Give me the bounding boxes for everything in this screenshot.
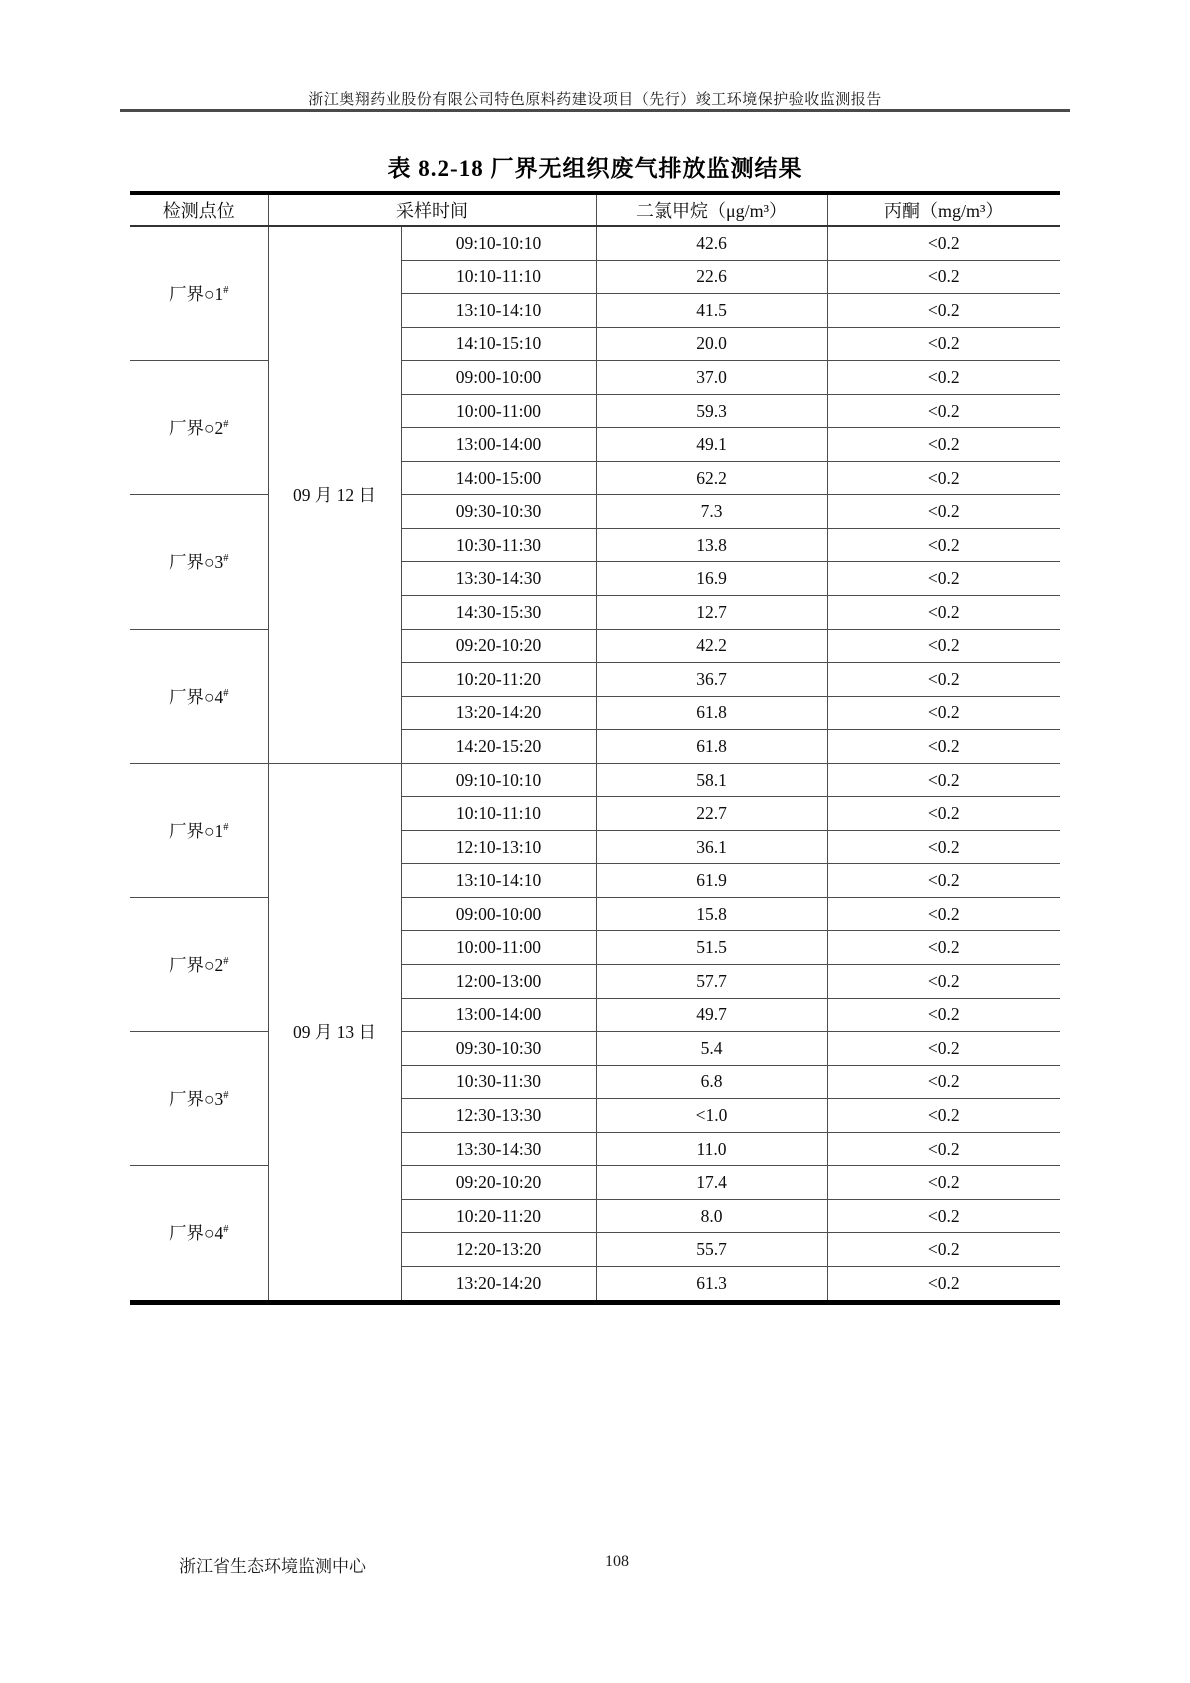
dcm-value-cell: 20.0 xyxy=(596,327,827,361)
monitoring-point-cell xyxy=(130,495,268,629)
acetone-value-cell: <0.2 xyxy=(827,1166,1060,1200)
monitoring-point-cell xyxy=(130,1032,268,1166)
dcm-value-cell: 58.1 xyxy=(596,763,827,797)
monitoring-point-superscript: # xyxy=(223,419,229,431)
sample-time-cell: 10:20-11:20 xyxy=(401,663,596,697)
dcm-value-cell: 49.1 xyxy=(596,428,827,462)
sample-time-cell: 13:00-14:00 xyxy=(401,428,596,462)
monitoring-point-superscript: # xyxy=(223,1090,229,1102)
monitoring-results-table xyxy=(130,191,1060,1305)
acetone-value-cell: <0.2 xyxy=(827,965,1060,999)
dcm-value-cell: 8.0 xyxy=(596,1199,827,1233)
monitoring-point-label: 厂界○2 xyxy=(168,418,224,439)
dcm-value-cell: 22.6 xyxy=(596,260,827,294)
acetone-value-cell: <0.2 xyxy=(827,394,1060,428)
monitoring-point-label: 厂界○3 xyxy=(168,1089,224,1110)
acetone-value-cell: <0.2 xyxy=(827,1199,1060,1233)
sampling-date-cell: 09 月 12 日 xyxy=(268,226,401,763)
sample-time-cell: 13:00-14:00 xyxy=(401,998,596,1032)
monitoring-point-label: 厂界○1 xyxy=(168,820,224,841)
monitoring-point-label: 厂界○4 xyxy=(168,1223,224,1244)
sample-time-cell: 13:10-14:10 xyxy=(401,864,596,898)
monitoring-point-label: 厂界○1 xyxy=(168,284,224,305)
header-acetone: 丙酮（mg/m³） xyxy=(827,193,1060,226)
acetone-value-cell: <0.2 xyxy=(827,730,1060,764)
monitoring-point-superscript: # xyxy=(223,687,229,699)
dcm-value-cell: <1.0 xyxy=(596,1099,827,1133)
sample-time-cell: 13:20-14:20 xyxy=(401,1266,596,1302)
dcm-value-cell: 37.0 xyxy=(596,361,827,395)
dcm-value-cell: 36.1 xyxy=(596,830,827,864)
sample-time-cell: 14:00-15:00 xyxy=(401,461,596,495)
monitoring-point-superscript: # xyxy=(223,285,229,297)
acetone-value-cell: <0.2 xyxy=(827,1266,1060,1302)
acetone-value-cell: <0.2 xyxy=(827,461,1060,495)
sample-time-cell: 09:30-10:30 xyxy=(401,495,596,529)
sample-time-cell: 13:20-14:20 xyxy=(401,696,596,730)
acetone-value-cell: <0.2 xyxy=(827,562,1060,596)
dcm-value-cell: 15.8 xyxy=(596,897,827,931)
acetone-value-cell: <0.2 xyxy=(827,596,1060,630)
acetone-value-cell: <0.2 xyxy=(827,931,1060,965)
sample-time-cell: 10:10-11:10 xyxy=(401,797,596,831)
monitoring-point-superscript: # xyxy=(223,553,229,565)
page-number: 108 xyxy=(605,1553,629,1570)
sample-time-cell: 13:10-14:10 xyxy=(401,294,596,328)
monitoring-point-cell xyxy=(130,226,268,361)
sample-time-cell: 09:00-10:00 xyxy=(401,897,596,931)
acetone-value-cell: <0.2 xyxy=(827,495,1060,529)
monitoring-point-superscript: # xyxy=(223,956,229,968)
dcm-value-cell: 55.7 xyxy=(596,1233,827,1267)
dcm-value-cell: 59.3 xyxy=(596,394,827,428)
sample-time-cell: 12:30-13:30 xyxy=(401,1099,596,1133)
sample-time-cell: 09:20-10:20 xyxy=(401,629,596,663)
acetone-value-cell: <0.2 xyxy=(827,226,1060,260)
dcm-value-cell: 62.2 xyxy=(596,461,827,495)
dcm-value-cell: 12.7 xyxy=(596,596,827,630)
dcm-value-cell: 5.4 xyxy=(596,1032,827,1066)
acetone-value-cell: <0.2 xyxy=(827,663,1060,697)
dcm-value-cell: 42.2 xyxy=(596,629,827,663)
monitoring-point-cell xyxy=(130,361,268,495)
acetone-value-cell: <0.2 xyxy=(827,897,1060,931)
table-row xyxy=(130,763,1060,797)
dcm-value-cell: 11.0 xyxy=(596,1132,827,1166)
sample-time-cell: 13:30-14:30 xyxy=(401,562,596,596)
dcm-value-cell: 57.7 xyxy=(596,965,827,999)
monitoring-point-label: 厂界○4 xyxy=(168,686,224,707)
dcm-value-cell: 17.4 xyxy=(596,1166,827,1200)
table-row xyxy=(130,226,1060,260)
sample-time-cell: 09:10-10:10 xyxy=(401,763,596,797)
monitoring-point-cell xyxy=(130,763,268,897)
sample-time-cell: 09:10-10:10 xyxy=(401,226,596,260)
dcm-value-cell: 13.8 xyxy=(596,528,827,562)
table-body xyxy=(130,226,1060,1302)
sample-time-cell: 14:30-15:30 xyxy=(401,596,596,630)
dcm-value-cell: 61.8 xyxy=(596,696,827,730)
acetone-value-cell: <0.2 xyxy=(827,361,1060,395)
acetone-value-cell: <0.2 xyxy=(827,629,1060,663)
header-dichloromethane: 二氯甲烷（μg/m³） xyxy=(596,193,827,226)
dcm-value-cell: 61.8 xyxy=(596,730,827,764)
acetone-value-cell: <0.2 xyxy=(827,528,1060,562)
acetone-value-cell: <0.2 xyxy=(827,830,1060,864)
acetone-value-cell: <0.2 xyxy=(827,864,1060,898)
dcm-value-cell: 49.7 xyxy=(596,998,827,1032)
header-divider-rule xyxy=(120,109,1070,112)
monitoring-point-cell xyxy=(130,897,268,1031)
sample-time-cell: 10:30-11:30 xyxy=(401,528,596,562)
dcm-value-cell: 6.8 xyxy=(596,1065,827,1099)
acetone-value-cell: <0.2 xyxy=(827,327,1060,361)
dcm-value-cell: 41.5 xyxy=(596,294,827,328)
sample-time-cell: 12:20-13:20 xyxy=(401,1233,596,1267)
sample-time-cell: 10:00-11:00 xyxy=(401,931,596,965)
sampling-date-cell: 09 月 13 日 xyxy=(268,763,401,1302)
dcm-value-cell: 61.9 xyxy=(596,864,827,898)
acetone-value-cell: <0.2 xyxy=(827,1032,1060,1066)
header-sampling-time: 采样时间 xyxy=(268,193,596,226)
acetone-value-cell: <0.2 xyxy=(827,428,1060,462)
monitoring-point-cell xyxy=(130,629,268,763)
footer-organization: 浙江省生态环境监测中心 xyxy=(179,1557,366,1576)
monitoring-point-label: 厂界○2 xyxy=(168,955,224,976)
acetone-value-cell: <0.2 xyxy=(827,1065,1060,1099)
sample-time-cell: 09:30-10:30 xyxy=(401,1032,596,1066)
dcm-value-cell: 22.7 xyxy=(596,797,827,831)
dcm-value-cell: 7.3 xyxy=(596,495,827,529)
dcm-value-cell: 36.7 xyxy=(596,663,827,697)
sample-time-cell: 14:20-15:20 xyxy=(401,730,596,764)
dcm-value-cell: 51.5 xyxy=(596,931,827,965)
header-monitoring-point: 检测点位 xyxy=(130,193,268,226)
table-header-row xyxy=(130,193,1060,226)
sample-time-cell: 13:30-14:30 xyxy=(401,1132,596,1166)
acetone-value-cell: <0.2 xyxy=(827,294,1060,328)
sample-time-cell: 12:00-13:00 xyxy=(401,965,596,999)
acetone-value-cell: <0.2 xyxy=(827,763,1060,797)
dcm-value-cell: 42.6 xyxy=(596,226,827,260)
sample-time-cell: 14:10-15:10 xyxy=(401,327,596,361)
acetone-value-cell: <0.2 xyxy=(827,1099,1060,1133)
report-header-title: 浙江奥翔药业股份有限公司特色原料药建设项目（先行）竣工环境保护验收监测报告 xyxy=(308,92,882,108)
acetone-value-cell: <0.2 xyxy=(827,797,1060,831)
sample-time-cell: 10:30-11:30 xyxy=(401,1065,596,1099)
dcm-value-cell: 16.9 xyxy=(596,562,827,596)
acetone-value-cell: <0.2 xyxy=(827,998,1060,1032)
table-title: 表 8.2-18 厂界无组织废气排放监测结果 xyxy=(387,156,803,181)
sample-time-cell: 12:10-13:10 xyxy=(401,830,596,864)
sample-time-cell: 10:20-11:20 xyxy=(401,1199,596,1233)
monitoring-point-superscript: # xyxy=(223,821,229,833)
sample-time-cell: 10:10-11:10 xyxy=(401,260,596,294)
sample-time-cell: 10:00-11:00 xyxy=(401,394,596,428)
acetone-value-cell: <0.2 xyxy=(827,1132,1060,1166)
sample-time-cell: 09:00-10:00 xyxy=(401,361,596,395)
acetone-value-cell: <0.2 xyxy=(827,696,1060,730)
monitoring-point-cell xyxy=(130,1166,268,1302)
dcm-value-cell: 61.3 xyxy=(596,1266,827,1302)
sample-time-cell: 09:20-10:20 xyxy=(401,1166,596,1200)
monitoring-point-superscript: # xyxy=(223,1224,229,1236)
acetone-value-cell: <0.2 xyxy=(827,260,1060,294)
monitoring-point-label: 厂界○3 xyxy=(168,552,224,573)
acetone-value-cell: <0.2 xyxy=(827,1233,1060,1267)
table-header-row xyxy=(130,193,1060,226)
